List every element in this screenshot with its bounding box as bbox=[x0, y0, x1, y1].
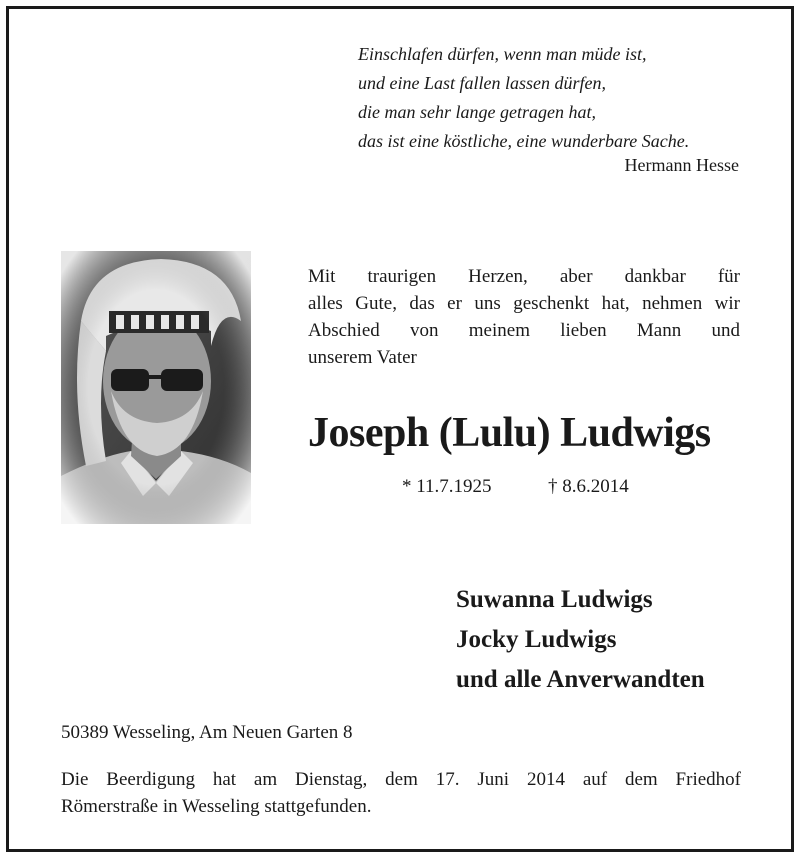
poem-author: Hermann Hesse bbox=[624, 155, 739, 175]
poem-line: und eine Last fallen lassen dürfen, bbox=[358, 73, 606, 93]
funeral-line: Die Beerdigung hat am Dienstag, dem 17. Juni 2014 auf dem Friedhof bbox=[61, 769, 741, 790]
poem-quote bbox=[358, 40, 743, 156]
poem-line: Einschlafen dürfen, wenn man müde ist, bbox=[358, 44, 647, 64]
family-member: Jocky Ludwigs bbox=[456, 626, 617, 653]
intro-line: Abschied von meinem lieben Mann und bbox=[308, 320, 740, 341]
deceased-name: Joseph (Lulu) Ludwigs bbox=[308, 410, 711, 456]
intro-line: Mit traurigen Herzen, aber dankbar für bbox=[308, 266, 740, 287]
intro-text bbox=[308, 263, 740, 371]
family-list bbox=[456, 580, 705, 700]
portrait-photo bbox=[61, 251, 251, 524]
birth-date: * 11.7.1925 bbox=[402, 476, 492, 497]
funeral-notice bbox=[61, 766, 741, 820]
family-member: und alle Anverwandten bbox=[456, 666, 705, 693]
poem-line: die man sehr lange getragen hat, bbox=[358, 102, 596, 122]
address: 50389 Wesseling, Am Neuen Garten 8 bbox=[61, 722, 353, 743]
poem-line: das ist eine köstliche, eine wunderbare Sache. bbox=[358, 131, 690, 151]
intro-line: unserem Vater bbox=[308, 347, 417, 368]
funeral-line: Römerstraße in Wesseling stattgefunden. bbox=[61, 796, 372, 817]
portrait-image bbox=[61, 251, 251, 524]
intro-line: alles Gute, das er uns geschenkt hat, nehmen wir bbox=[308, 293, 740, 314]
family-member: Suwanna Ludwigs bbox=[456, 586, 653, 613]
death-date: † 8.6.2014 bbox=[548, 476, 629, 497]
